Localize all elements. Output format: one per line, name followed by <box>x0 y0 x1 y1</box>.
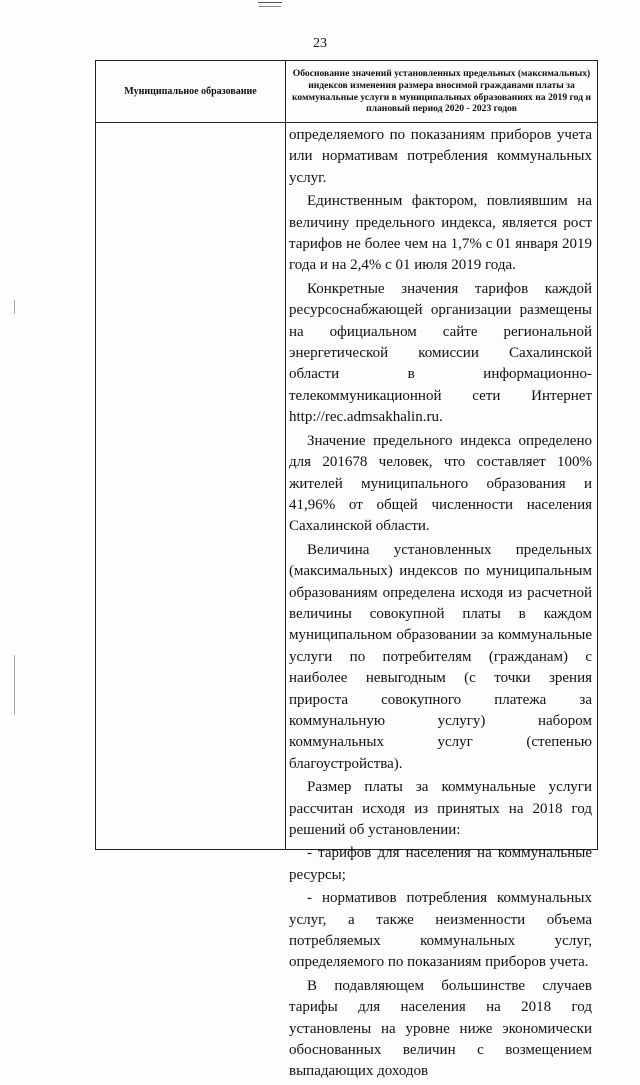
column-header-municipality: Муниципальное образование <box>124 86 257 97</box>
paragraph: - тарифов для населения на коммунальные ресурсы; <box>289 845 592 883</box>
header-rule <box>259 6 281 7</box>
paragraph: Значение предельного индекса определено для 201678 человек, что составляет 100% жителей муниципального образования и 41,96% от общей численности населения Сахалинской области. <box>289 432 592 535</box>
paragraph: - нормативов потребления коммунальных услуг, а также неизменности объема потребляемых коммунальных услуг, определяемого по показаниям приборов учета. <box>289 890 592 971</box>
scan-artifact <box>14 300 15 314</box>
paragraph: Единственным фактором, повлиявшим на величину предельного индекса, является рост тарифов не более чем на 1,7% с 01 января 2019 года и на 2,4% с 01 июля 2019 года. <box>289 193 592 274</box>
column-header-justification: Обоснование значений установленных предельных (максимальных) индексов изменения размера вносимой гражданами платы за коммунальные услуги в муниципальных образованиях на 2019 год и плановый период 2020 - 2023 годов <box>292 68 591 115</box>
header-rule <box>258 2 282 3</box>
page-number: 23 <box>313 36 327 51</box>
paragraph: определяемого по показаниям приборов учета или нормативам потребления коммунальных услуг. <box>289 127 592 186</box>
header-divider <box>96 122 597 123</box>
justification-table <box>95 60 598 1080</box>
column-divider <box>285 61 286 849</box>
paragraph: В подавляющем большинстве случаев тарифы для населения на 2018 год установлены на уровне ниже экономически обоснованных величин с возмещением выпадающих доходов <box>289 977 592 1080</box>
paragraph: Величина установленных предельных (максимальных) индексов по муниципальным образованиям определена исходя из расчетной величины совокупной платы в каждом муниципальном образовании за коммунальные услуги по потребителям (гражданам) с наиболее невыгодным (с точки зрения прироста совокупного платежа за коммунальную услугу) набором коммунальных услуг (степенью благоустройства). <box>289 541 592 772</box>
justification-text <box>289 125 592 1085</box>
scan-artifact <box>14 655 15 715</box>
paragraph: Размер платы за коммунальные услуги рассчитан исходя из принятых на 2018 год решений об установлении: <box>289 779 592 838</box>
paragraph: Конкретные значения тарифов каждой ресурсоснабжающей организации размещены на официальном сайте региональной энергетической комиссии Сахалинской области в информационно-телекоммуникационной сети Интернет http://rec.admsakhalin.ru. <box>289 280 592 426</box>
